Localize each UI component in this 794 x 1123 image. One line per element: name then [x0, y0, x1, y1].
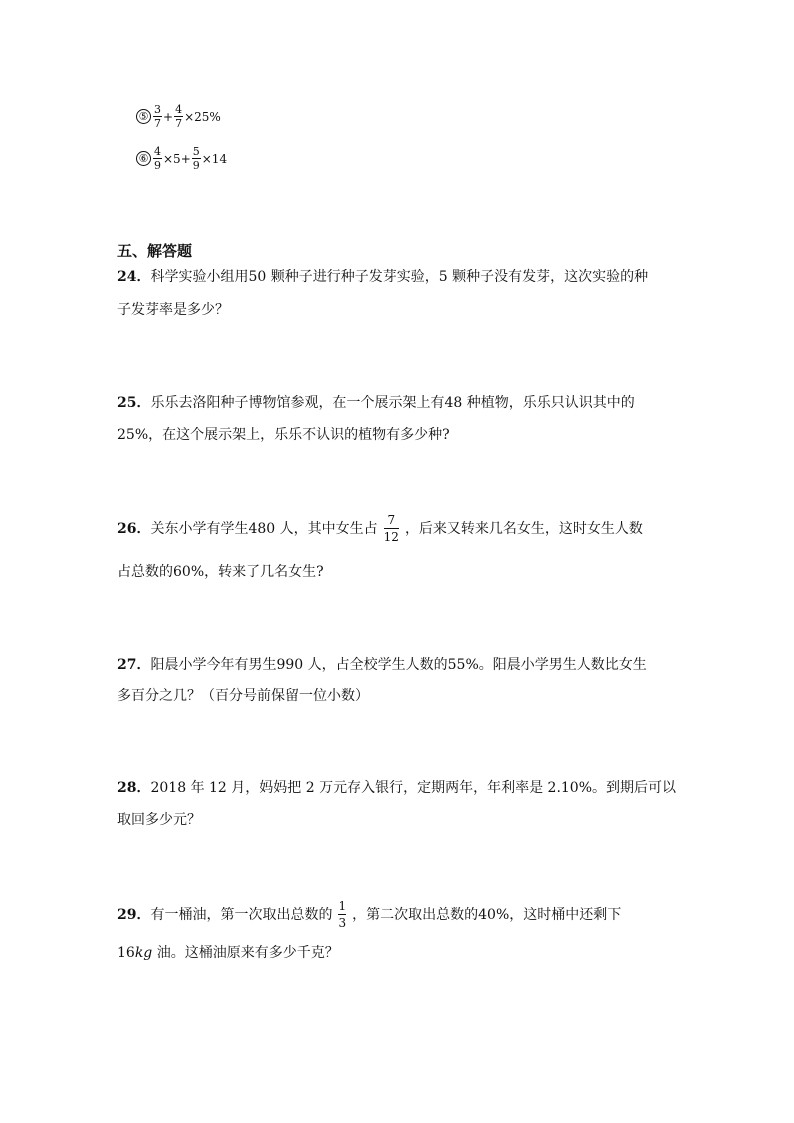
question-24	[117, 267, 648, 287]
question-text: ，第二次取出总数的40%，这时桶中还剩下	[352, 906, 622, 923]
question-text: ，后来又转来几名女生，这时女生人数	[404, 520, 643, 537]
expression-5	[136, 104, 221, 129]
question-number: 29．	[117, 906, 151, 923]
question-28	[117, 778, 676, 798]
operator: ×5+	[163, 151, 191, 166]
section-heading: 五、解答题	[117, 242, 193, 260]
question-29	[117, 900, 621, 929]
fraction: $\frac{7}{12}$	[383, 513, 399, 544]
question-text: 乐乐去洛阳种子博物馆参观，在一个展示架上有48 种植物，乐乐只认识其中的	[150, 395, 635, 411]
operator: +	[163, 109, 174, 124]
expression-tail: ×14	[201, 151, 228, 166]
question-29-line2: 16kg 油。这桶油原来有多少千克？	[117, 945, 339, 961]
question-number: 28．	[117, 780, 151, 796]
question-28-line2: 取回多少元？	[117, 812, 201, 828]
question-25	[117, 393, 635, 413]
question-text: 2018 年 12 月，妈妈把 2 万元存入银行，定期两年，年利率是 2.10%。到期后可以	[150, 780, 677, 796]
circled-marker: ⑤	[136, 109, 151, 124]
question-text: 科学实验小组用50 颗种子进行种子发芽实验，5 颗种子没有发芽，这次实验的种	[150, 269, 649, 285]
fraction: $\frac{4}{9}$	[154, 145, 161, 172]
unit: kg	[134, 945, 153, 961]
question-27-line2: 多百分之几？（百分号前保留一位小数）	[117, 688, 369, 704]
expression-6	[136, 146, 227, 171]
expression-tail: ×25%	[184, 109, 221, 124]
question-number: 26．	[117, 520, 151, 537]
fraction: $\frac{4}{7}$	[175, 103, 183, 130]
fraction: $\frac{3}{7}$	[154, 103, 161, 130]
circled-marker: ⑥	[136, 151, 151, 166]
question-text: 有一桶油，第一次取出总数的	[150, 906, 333, 923]
question-26	[117, 514, 643, 543]
question-27	[117, 655, 647, 675]
fraction: $\frac{5}{9}$	[192, 145, 200, 172]
question-number: 25．	[117, 395, 151, 411]
question-25-line2: 25%，在这个展示架上，乐乐不认识的植物有多少种?	[117, 427, 450, 443]
question-text: 阳晨小学今年有男生990 人，占全校学生人数的55%。阳晨小学男生人数比女生	[150, 657, 647, 673]
fraction: $\frac{1}{3}$	[338, 899, 347, 930]
question-26-line2: 占总数的60%，转来了几名女生?	[117, 564, 324, 580]
question-24-line2: 子发芽率是多少？	[117, 302, 229, 318]
question-text: 关东小学有学生480 人，其中女生占	[150, 520, 378, 537]
question-number: 27．	[117, 657, 151, 673]
question-number: 24．	[117, 269, 151, 285]
